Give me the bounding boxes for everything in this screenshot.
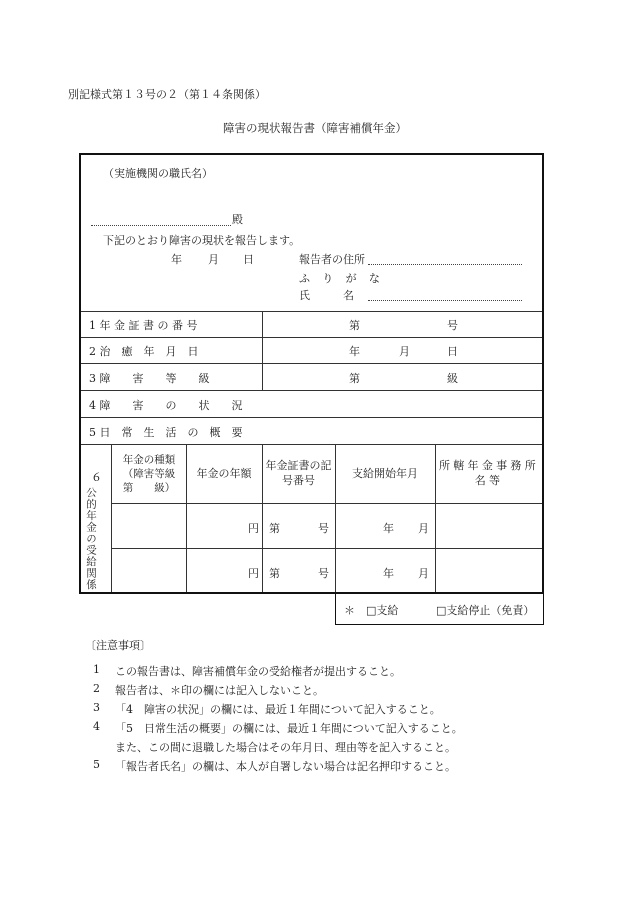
row-3-dai: 第 (349, 372, 360, 385)
note-text: また、この間に退職した場合はその年月日、理由等を記入すること。 (115, 741, 456, 754)
yen-label: 円 (248, 522, 259, 535)
reporter-name-label: 氏 名 (299, 289, 354, 302)
org-label: （実施機関の職氏名） (103, 167, 213, 180)
row-1-label: 1 年 金 証 書 の 番 号 (89, 319, 198, 332)
report-form-frame (79, 153, 544, 594)
row-divider (111, 548, 542, 549)
row-divider (81, 311, 542, 312)
row-2-year: 年 (349, 345, 360, 358)
note-number: 5 (93, 758, 100, 771)
note-number: 4 (93, 720, 100, 733)
year-label: 年 (383, 567, 394, 580)
note-text: 「5 日常生活の概要」の欄には、最近１年間について記入すること。 (115, 722, 463, 735)
document-title: 障害の現状報告書（障害補償年金） (223, 121, 407, 135)
row-divider (81, 417, 542, 418)
month-label: 月 (418, 522, 429, 535)
furigana-label: ふ り が な (299, 272, 385, 285)
asterisk-mark: ＊ (344, 604, 355, 617)
col-divider (262, 311, 263, 390)
paid-checkbox[interactable]: □支給 (366, 604, 399, 617)
note-text: この報告書は、障害補償年金の受給権者が提出すること。 (115, 665, 401, 678)
payment-status-box (335, 592, 544, 625)
yen-label: 円 (248, 567, 259, 580)
row-3-label: 3 障 害 等 級 (89, 372, 210, 385)
header-start-date: 支給開始年月 (352, 466, 418, 480)
go-label: 号 (318, 567, 329, 580)
row-divider (81, 444, 542, 445)
row-2-label: 2 治 癒 年 月 日 (89, 345, 199, 358)
note-number: 2 (93, 682, 100, 695)
row-divider (81, 390, 542, 391)
row-2-month: 月 (399, 345, 410, 358)
note-text: 「報告者氏名」の欄は、本人が自署しない場合は記名押印すること。 (115, 760, 456, 773)
dai-label: 第 (269, 567, 280, 580)
section-6-heading: 公的年金の受給関係 (85, 487, 97, 591)
date-month-label: 月 (208, 253, 219, 266)
note-text: 報告者は、＊印の欄には記入しないこと。 (115, 684, 324, 697)
reporter-name-field[interactable] (368, 300, 522, 301)
col-divider (111, 444, 112, 592)
row-divider (81, 363, 542, 364)
form-label: 別記様式第１３号の２（第１４条関係） (68, 88, 266, 101)
date-day-label: 日 (243, 253, 254, 266)
dai-label: 第 (269, 522, 280, 535)
header-certificate-number: 年金証書の記号番号 (265, 459, 332, 487)
notes-heading: 〔注意事項〕 (85, 639, 151, 652)
row-1-go: 号 (447, 319, 458, 332)
go-label: 号 (318, 522, 329, 535)
header-pension-type: 年金の種類（障害等級 第 級） (122, 453, 186, 495)
header-pension-office: 所轄年金事務所名等 (438, 459, 540, 487)
row-2-day: 日 (447, 345, 458, 358)
col-divider (435, 444, 436, 592)
header-annual-amount: 年金の年額 (196, 466, 252, 480)
intro-text: 下記のとおり障害の現状を報告します。 (103, 234, 301, 247)
honorific: 殿 (232, 213, 243, 226)
row-4-label: 4 障 害 の 状 況 (89, 399, 243, 412)
addressee-line[interactable] (91, 225, 231, 226)
note-text: 「4 障害の状況」の欄には、最近１年間について記入すること。 (115, 703, 441, 716)
section-6-number: ６ (91, 471, 102, 484)
row-5-label: 5 日 常 生 活 の 概 要 (89, 426, 243, 439)
reporter-address-label: 報告者の住所 (299, 253, 365, 266)
row-3-kyu: 級 (447, 372, 458, 385)
year-label: 年 (383, 522, 394, 535)
row-divider (81, 337, 542, 338)
note-number: 3 (93, 701, 100, 714)
row-1-dai: 第 (349, 319, 360, 332)
stopped-checkbox[interactable]: □支給停止（免責） (436, 604, 535, 617)
reporter-address-field[interactable] (368, 264, 522, 265)
note-number: 1 (93, 663, 100, 676)
date-year-label: 年 (171, 253, 182, 266)
row-divider (111, 503, 542, 504)
month-label: 月 (418, 567, 429, 580)
